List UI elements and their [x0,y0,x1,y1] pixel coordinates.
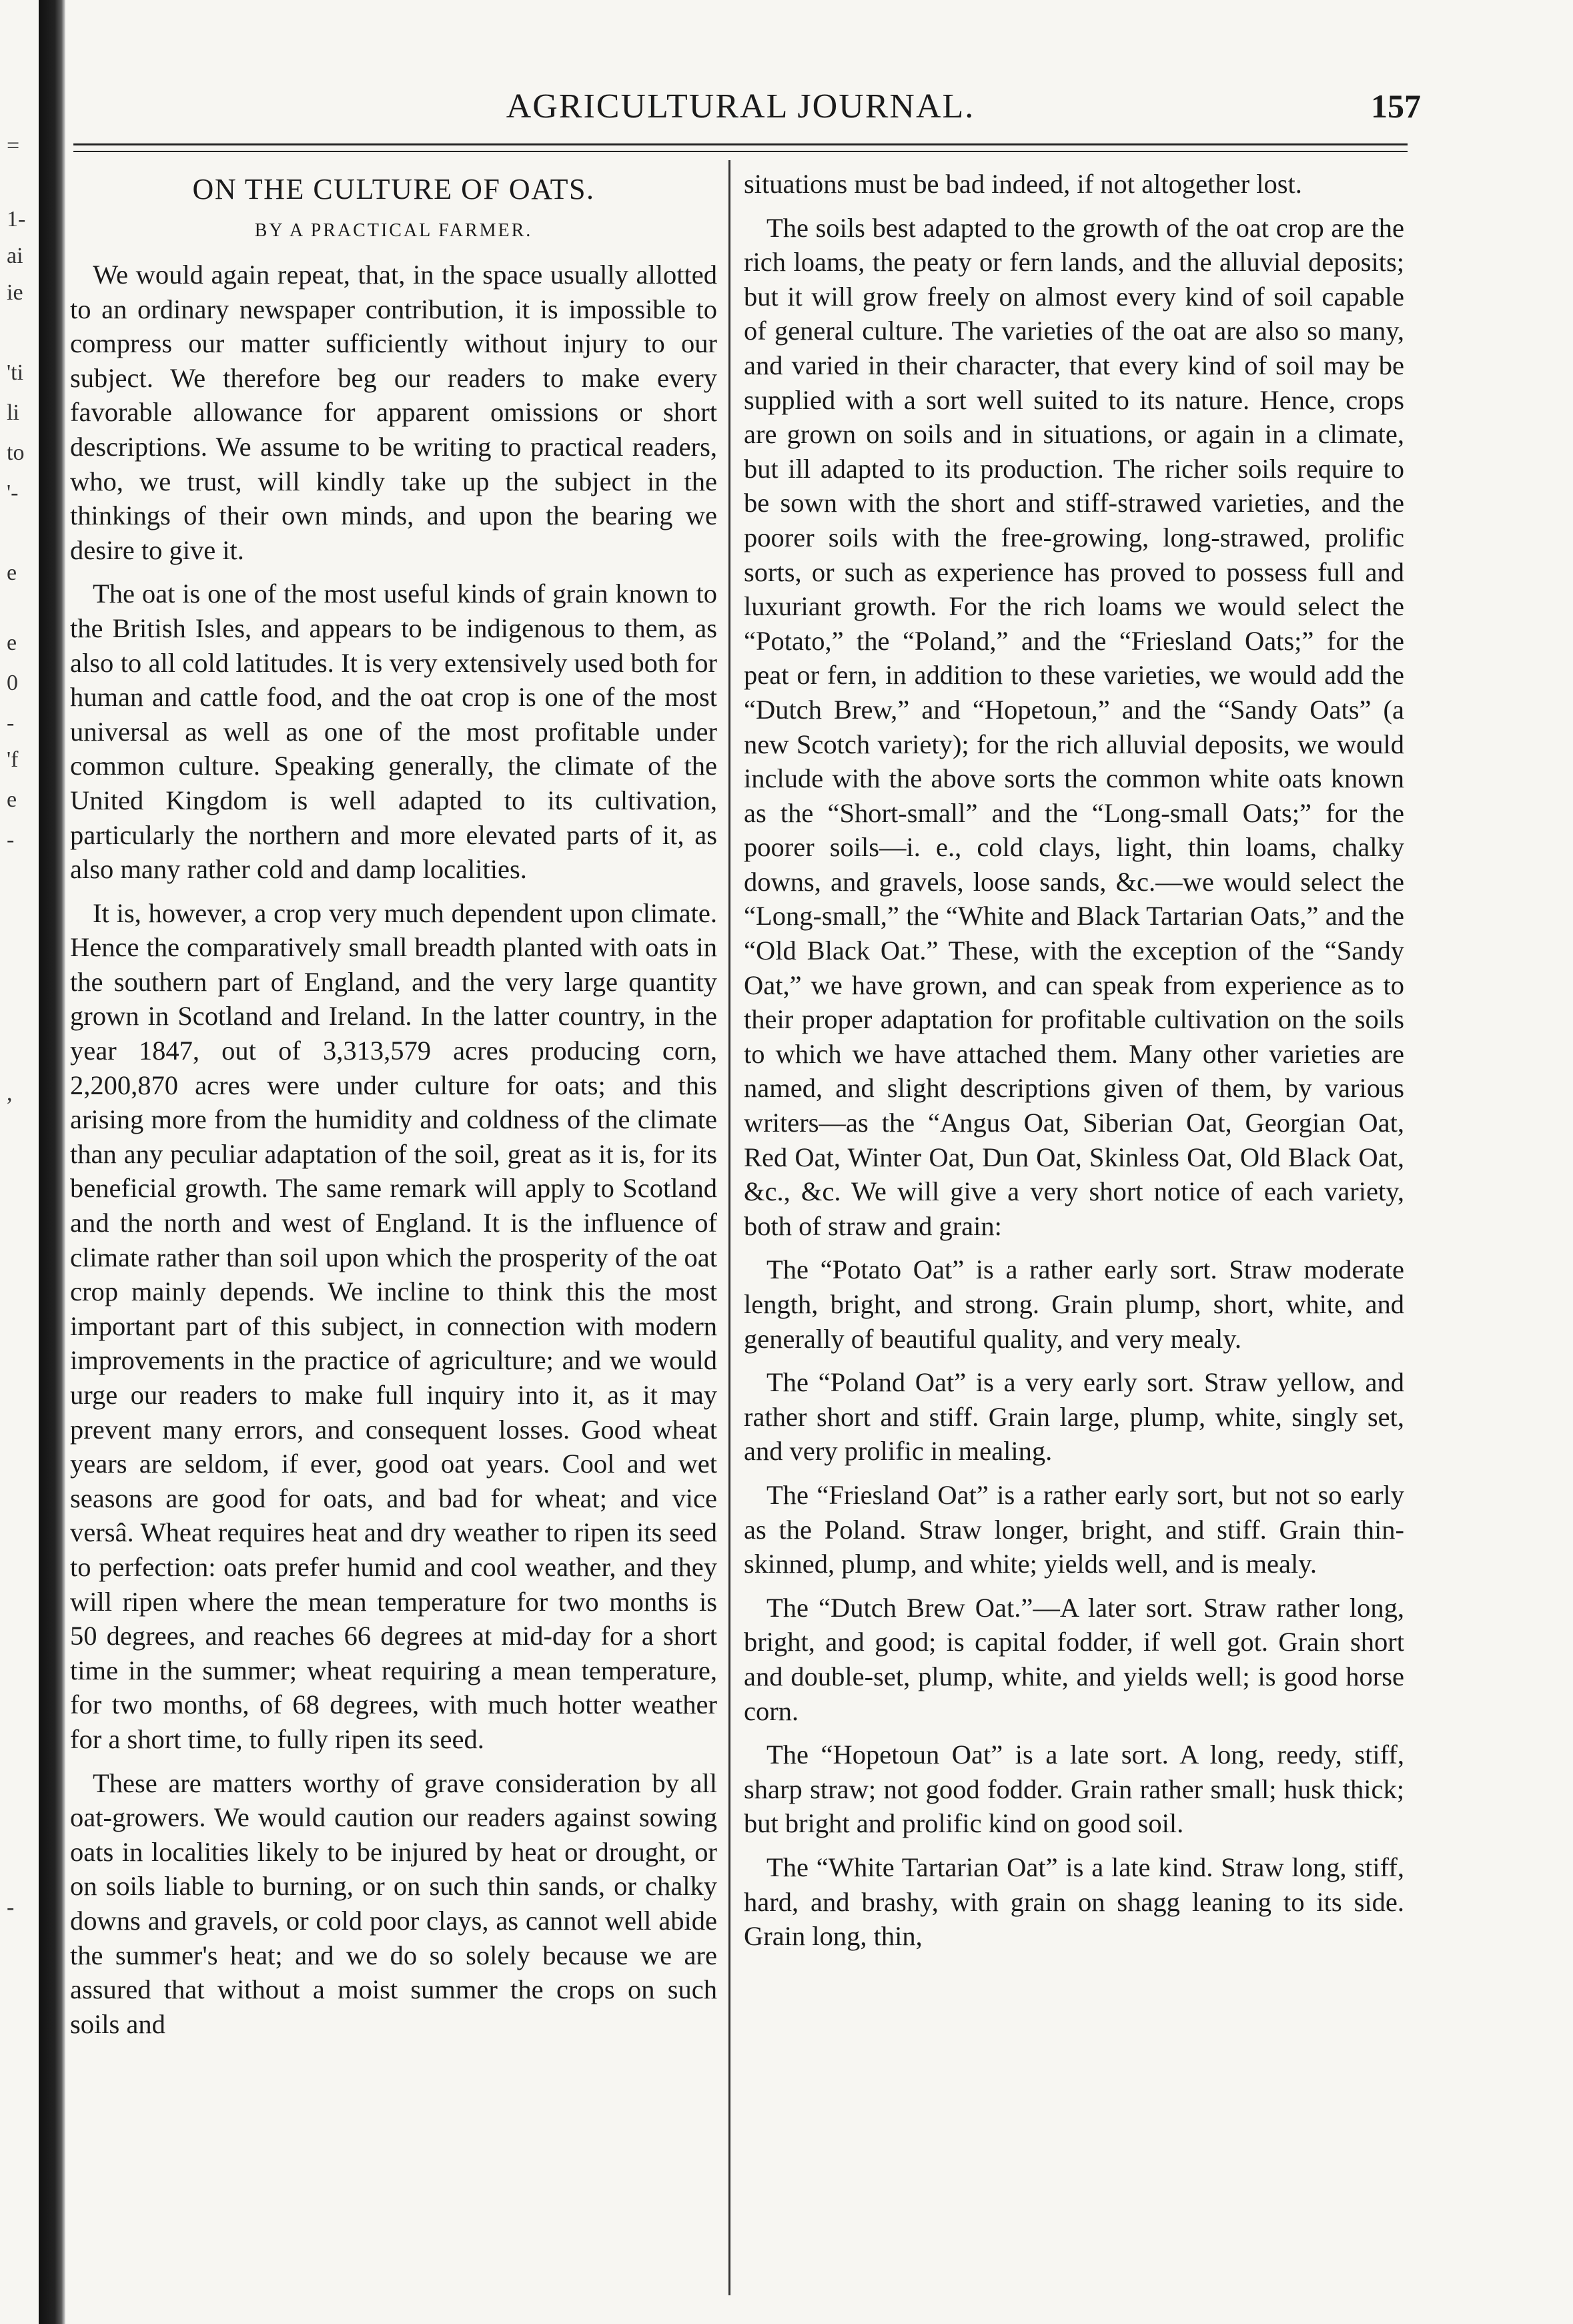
page-binding-shadow [39,0,65,2324]
margin-fragment: 1- [7,207,26,232]
paragraph: The “Dutch Brew Oat.”—A later sort. Straw rather long, bright, and good; is capital fodder, if well got. Grain short and double-set, plump, white, and yields well; is good horse corn. [744,1592,1404,1726]
column-divider [728,160,730,2295]
header-rule-thin [73,151,1408,152]
margin-fragment: li [7,400,19,425]
paragraph: The “Hopetoun Oat” is a late sort. A long, reedy, stiff, sharp straw; not good fodder. Grain rather small; husk thick; but bright and prolific kind on good soil. [744,1739,1404,1839]
paragraph: It is, however, a crop very much dependent upon climate. Hence the comparatively small breadth planted with oats in the southern part of England, and the very large quantity grown in Scotland and Ireland. In the latter country, in the year 1847, out of 3,313,579 acres producing corn, 2,200,870 acres were under culture for oats; and this arising more from the humidity and coldness of the climate than any peculiar adaptation of the soil, great as it is, for its beneficial growth. The same remark will apply to Scotland and the north and west of England. It is the influence of climate rather than soil upon which the prosperity of the oat crop mainly depends. We incline to think this the most important part of this subject, in connection with modern improvements in the practice of agriculture; and we would urge our readers to make full inquiry into it, as it may prevent many errors, and consequent losses. Good wheat years are seldom, if ever, good oat years. Cool and wet seasons are good for oats, and bad for wheat; and vice versâ. Wheat requires heat and dry weather to ripen its seed to perfection: oats prefer humid and cool weather, and they will ripen where the mean temperature for two months is 50 degrees, and reaches 66 degrees at mid-day for a short time in the summer; wheat requiring a mean temperature, for two months, of 68 degrees, with much hotter weather for a short time, to fully ripen its seed. [70,897,717,1754]
running-head [73,87,1421,133]
left-margin-fragments [0,0,37,2324]
paragraph: situations must be bad indeed, if not altogether lost. [744,169,1302,199]
paragraph: The oat is one of the most useful kinds of grain known to the British Isles, and appears to be indigenous to them, as also to all cold latitudes. It is very extensively used both for human and cattle food, and the oat crop is one of the most universal as well as one of the most profitable under common culture. Speaking generally, the climate of the United Kingdom is well adapted to its cultivation, particularly the northern and more elevated parts of it, as also many rather cold and damp localities. [70,578,717,885]
paragraph: The “Poland Oat” is a very early sort. Straw yellow, and rather short and stiff. Grain large, plump, white, singly set, and very prolific in mealing. [744,1367,1404,1467]
header-rule [73,143,1408,145]
article-byline: BY A PRACTICAL FARMER. [254,220,533,241]
journal-title: AGRICULTURAL JOURNAL. [506,87,975,125]
margin-fragment: '- [7,480,19,505]
margin-fragment: ie [7,280,23,305]
margin-fragment: to [7,440,25,465]
paragraph: We would again repeat, that, in the space usually allotted to an ordinary newspaper contribution, it is impossible to compress our matter sufficiently without injury to our subject. We therefore beg our readers to make every favorable allowance for apparent omissions or short descriptions. We assume to be writing to practical readers, who, we trust, will kindly take up the subject in the thinkings of their own minds, and upon the bearing we desire to give it. [70,260,717,565]
paragraph: The “White Tartarian Oat” is a late kind. Straw long, stiff, hard, and brashy, with grain on shagg leaning to its side. Grain long, thin, [744,1852,1404,1952]
margin-fragment: 'f [7,747,19,772]
article-title: ON THE CULTURE OF OATS. [192,173,595,206]
paragraph: The “Friesland Oat” is a rather early sort, but not so early as the Poland. Straw longer, bright, and stiff. Grain thin-skinned, plump, and white; yields well, and is mealy. [744,1479,1404,1579]
right-column [744,167,1404,1963]
margin-fragment: ai [7,244,23,268]
margin-fragment: - [7,711,15,735]
margin-fragment: e [7,560,17,585]
margin-fragment: , [7,1081,13,1106]
margin-fragment: = [7,133,20,158]
paragraph: The soils best adapted to the growth of the oat crop are the rich loams, the peaty or fern lands, and the alluvial deposits; but it will grow freely on almost every kind of soil capable of general culture. The varieties of the oat are also so many, and varied in their character, that every kind of soil may be supplied with a sort well suited to its nature. Hence, crops are grown on soils and in situations, or again in a climate, but ill adapted to its production. The richer soils require to be sown with the short and stiff-strawed varieties, and the poorer soils with the free-growing, long-strawed, prolific sorts, or such as experience has proved to possess full and luxuriant growth. For the rich loams we would select the “Potato,” the “Poland,” and the “Friesland Oats;” for the peat or fern, in addition to these varieties, we would add the “Dutch Brew,” and “Hopetoun,” and the “Sandy Oats” (a new Scotch variety); for the rich alluvial deposits, we would include with the above sorts the common white oats known as the “Short-small” and the “Long-small Oats;” for the poorer soils—i. e., cold clays, light, thin loams, chalky downs, and gravels, loose sands, &c.—we would select the “Long-small,” the “White and Black Tartarian Oats,” and the “Old Black Oat.” These, with the exception of the “Sandy Oat,” we have grown, and can speak from experience as to their proper adaptation for profitable cultivation on the soils to which we have attached them. Many other varieties are named, and slight descriptions given of them, by various writers—as the “Angus Oat, Siberian Oat, Georgian Oat, Red Oat, Winter Oat, Dun Oat, Skinless Oat, Old Black Oat, &c., &c. We will give a very short notice of each variety, both of straw and grain: [744,212,1404,1241]
left-column [70,167,717,2050]
margin-fragment: - [7,1895,15,1920]
margin-fragment: - [7,827,15,852]
page-number: 157 [1371,87,1421,125]
margin-fragment: 0 [7,671,18,695]
margin-fragment: e [7,631,17,655]
paragraph: The “Potato Oat” is a rather early sort. Straw moderate length, bright, and strong. Grain plump, short, white, and generally of beautiful quality, and very mealy. [744,1254,1404,1354]
paragraph: These are matters worthy of grave consideration by all oat-growers. We would caution our readers against sowing oats in localities likely to be injured by heat or drought, or on soils liable to burning, or on such thin sands, or chalky downs and gravels, or cold poor clays, as cannot well abide the summer's heat; and we do so solely because we are assured that without a moist summer the crops on such soils and [70,1768,717,2039]
margin-fragment: e [7,787,17,812]
margin-fragment: 'ti [7,360,24,385]
